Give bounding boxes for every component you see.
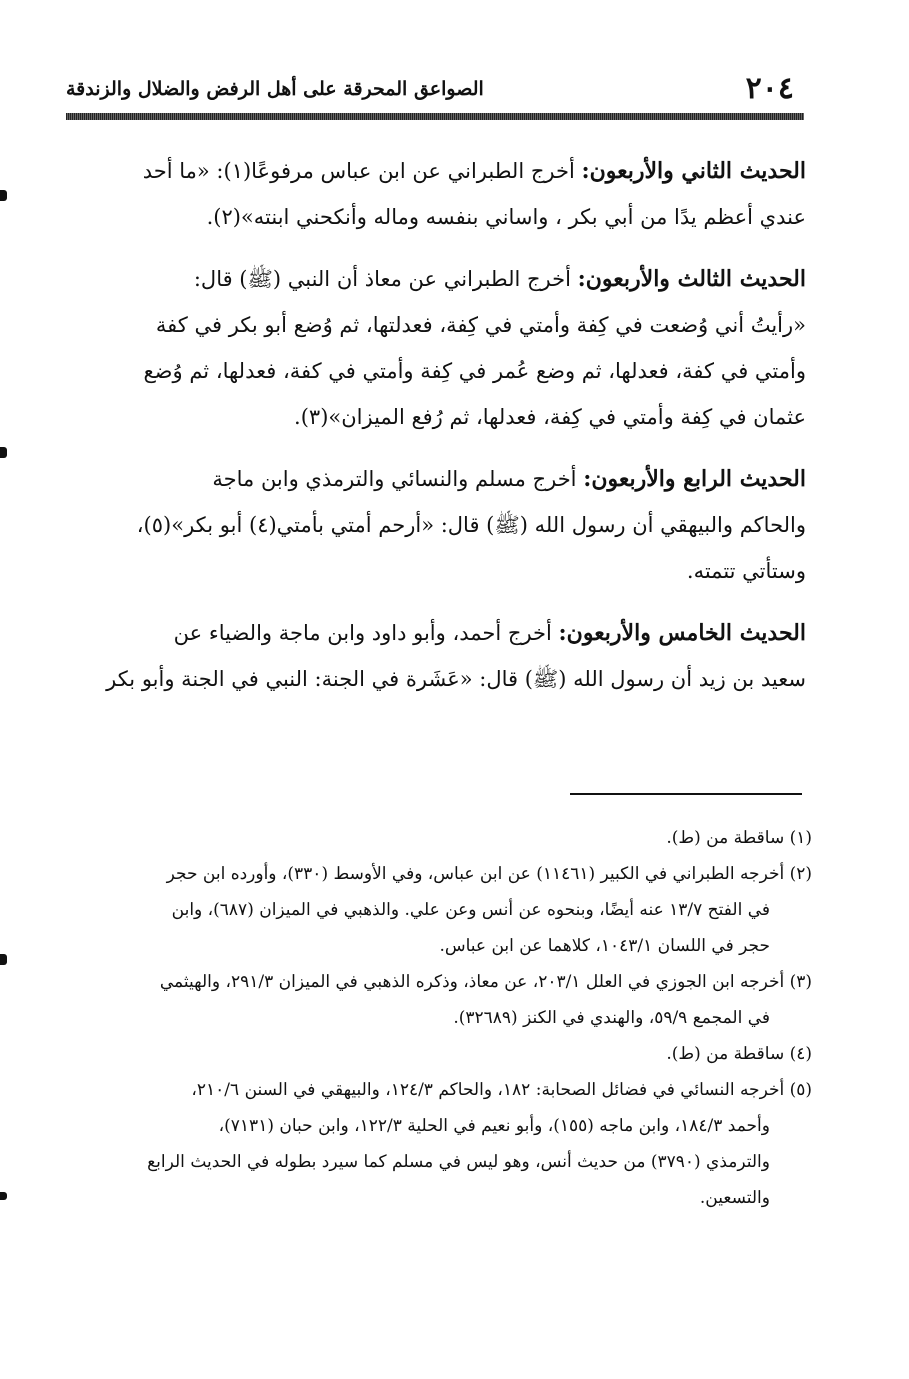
scan-edge-mark — [0, 190, 7, 201]
scan-edge-mark — [0, 954, 7, 965]
text-line — [66, 148, 806, 194]
footnote-line: في الفتح ١٣/٧ عنه أيضًا، وبنحوه عن أنس وعن علي. والذهبي في الميزان (٦٨٧)، وابن — [171, 900, 770, 920]
text-line: عندي أعظم يدًا من أبي بكر ، واساني بنفسه وماله وأنكحني ابنته»(٢). — [206, 205, 806, 229]
text-line: وستأتي تتمته. — [686, 559, 806, 583]
hadith-paragraph — [66, 456, 806, 594]
line-text: أخرج أحمد، وأبو داود وابن ماجة والضياء عن — [173, 621, 552, 645]
footnote-5: (٥) أخرجه النسائي في فضائل الصحابة: ١٨٢، والحاكم ١٢٤/٣، والبيهقي في السنن ٢١٠/٦، — [191, 1080, 812, 1100]
footnote-line: والترمذي (٣٧٩٠) من حديث أنس، وهو ليس في مسلم كما سيرد بطوله في الحديث الرابع — [147, 1152, 770, 1172]
line-text: أخرج مسلم والنسائي والترمذي وابن ماجة — [212, 467, 577, 491]
line-text: أخرج الطبراني عن معاذ أن النبي (ﷺ) قال: — [193, 267, 571, 291]
text-line: والحاكم والبيهقي أن رسول الله (ﷺ) قال: «أرحم أمتي بأمتي(٤) أبو بكر»(٥)، — [136, 513, 806, 537]
scan-edge-mark — [0, 1192, 7, 1200]
scan-edge-mark — [0, 447, 7, 458]
text-line: عثمان في كِفة وأمتي في كِفة، فعدلها، ثم رُفع الميزان»(٣). — [294, 405, 806, 429]
hadith-paragraph — [66, 148, 806, 240]
footnote-3: (٣) أخرجه ابن الجوزي في العلل ٢٠٣/١، عن معاذ، وذكره الذهبي في الميزان ٢٩١/٣، والهيثمي — [159, 972, 812, 992]
main-text — [66, 148, 806, 718]
line-text: أخرج الطبراني عن ابن عباس مرفوعًا(١): «ما أحد — [142, 159, 575, 183]
text-line — [66, 456, 806, 502]
text-line — [66, 256, 806, 302]
footnote-line: في المجمع ٥٩/٩، والهندي في الكنز (٣٢٦٨٩). — [453, 1008, 770, 1028]
hadith-paragraph — [66, 610, 806, 702]
text-line: وأمتي في كفة، فعدلها، ثم وضع عُمر في كِفة وأمتي في كفة، فعدلها، ثم وُضع — [143, 359, 806, 383]
header-rule — [66, 113, 804, 120]
hadith-heading: الحديث الثاني والأربعون: — [581, 158, 806, 184]
footnote-line: حجر في اللسان ١٠٤٣/١، كلاهما عن ابن عباس. — [439, 936, 770, 956]
footnotes — [66, 820, 812, 1216]
hadith-paragraph — [66, 256, 806, 440]
footnote-2: (٢) أخرجه الطبراني في الكبير (١١٤٦١) عن ابن عباس، وفي الأوسط (٣٣٠)، وأورده ابن حجر — [166, 864, 812, 884]
footnote-line: وأحمد ١٨٤/٣، وابن ماجه (١٥٥)، وأبو نعيم في الحلية ١٢٢/٣، وابن حبان (٧١٣١)، — [218, 1116, 770, 1136]
footnote-4: (٤) ساقطة من (ط). — [666, 1044, 812, 1064]
footnote-1: (١) ساقطة من (ط). — [666, 828, 812, 848]
footnote-line: والتسعين. — [699, 1188, 770, 1208]
hadith-heading: الحديث الثالث والأربعون: — [577, 266, 806, 292]
page-number: ٢٠٤ — [745, 71, 794, 106]
hadith-heading: الحديث الخامس والأربعون: — [558, 620, 806, 646]
text-line: «رأيتُ أني وُضعت في كِفة وأمتي في كِفة، فعدلتها، ثم وُضع أبو بكر في كفة — [155, 313, 806, 337]
text-line: سعيد بن زيد أن رسول الله (ﷺ) قال: «عَشَرة في الجنة: النبي في الجنة وأبو بكر — [106, 667, 806, 691]
hadith-heading: الحديث الرابع والأربعون: — [583, 466, 806, 492]
text-line — [66, 610, 806, 656]
footnote-separator — [570, 793, 802, 795]
running-title: الصواعق المحرقة على أهل الرفض والضلال والزندقة — [66, 78, 484, 100]
page-header — [66, 70, 804, 110]
